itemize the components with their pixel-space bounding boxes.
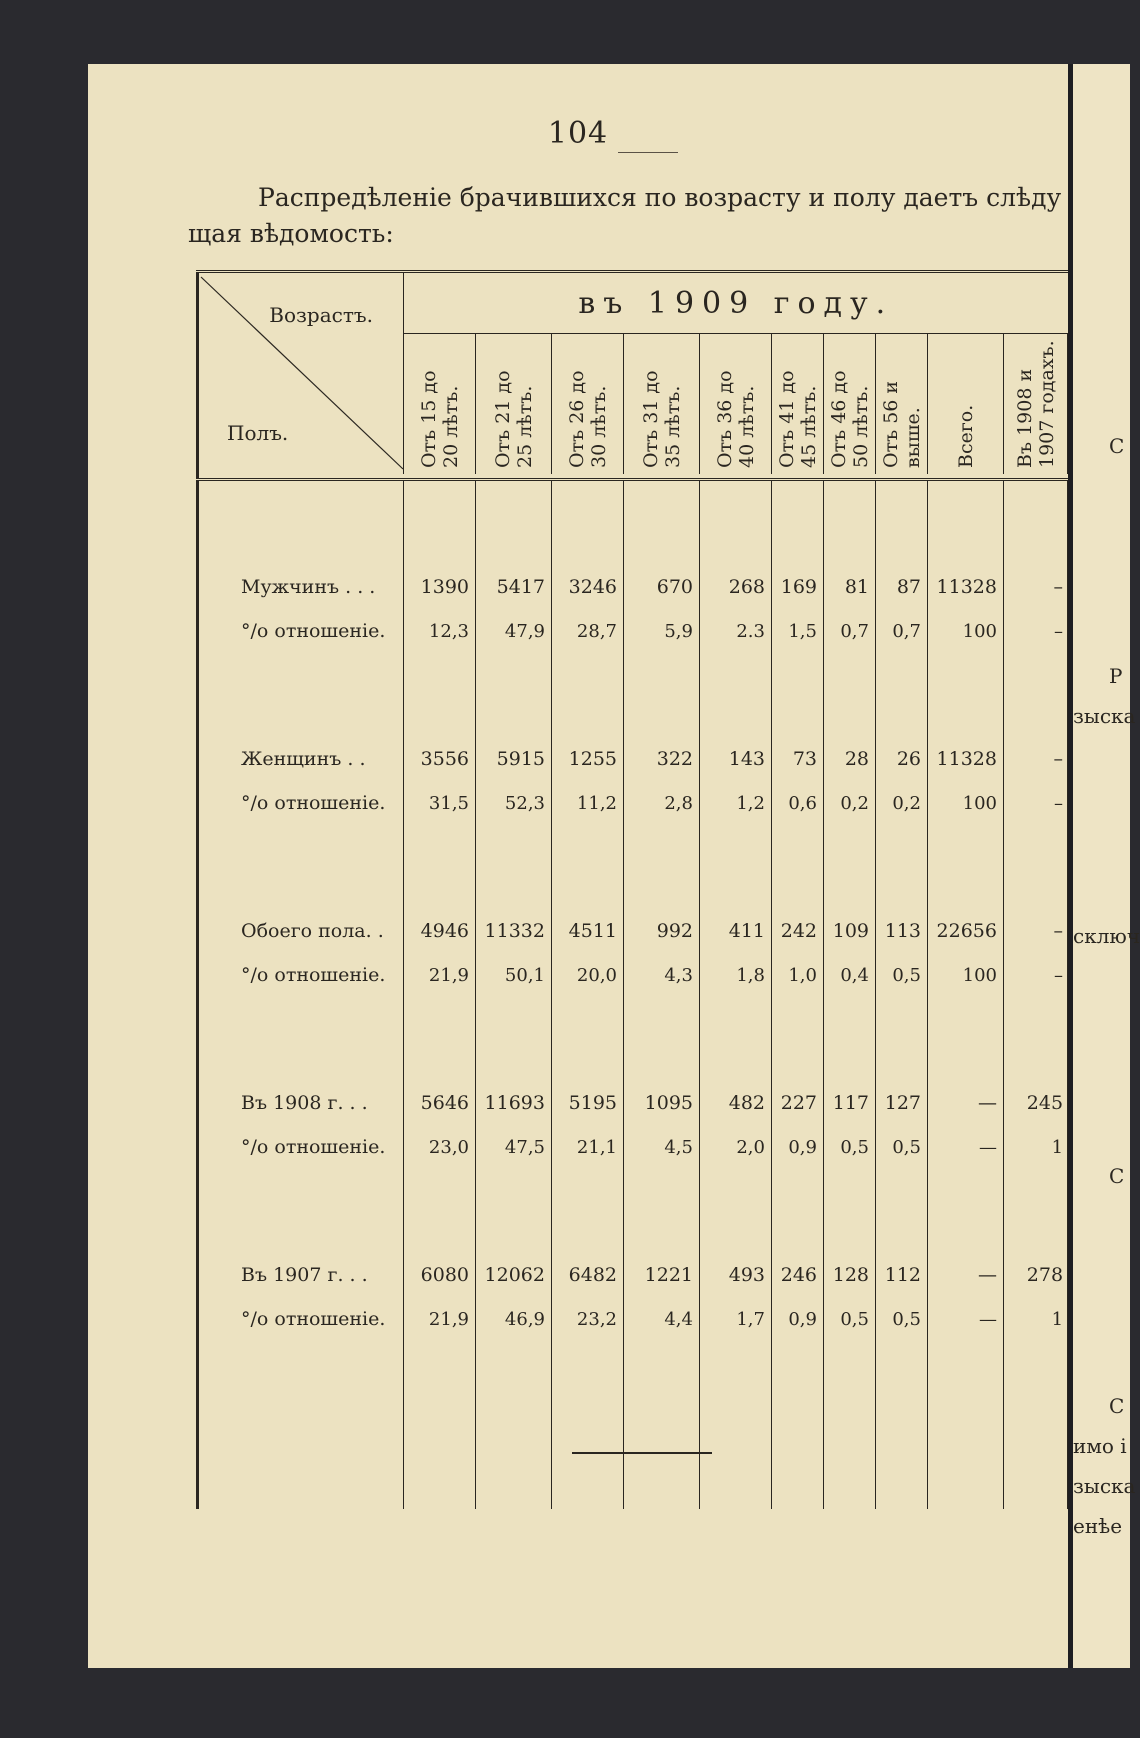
table-cell: 411: [700, 909, 772, 953]
table-cell: 0,4: [824, 953, 876, 997]
table-cell: 4,4: [624, 1297, 700, 1341]
column-header-text: Отъ 46 до 50 лѣтъ.: [827, 370, 872, 468]
table-cell: 992: [624, 909, 700, 953]
table-cell: 0,5: [876, 953, 928, 997]
table-cell: 28,7: [552, 609, 624, 653]
table-cell: 20,0: [552, 953, 624, 997]
table-cell: 268: [700, 565, 772, 609]
column-header-4: [624, 334, 700, 475]
column-header-5: [700, 334, 772, 475]
column-header-text: Отъ 21 до 25 лѣтъ.: [491, 370, 536, 468]
column-header-text: Всего.: [954, 404, 977, 468]
year-title: въ 1909 году.: [404, 272, 1068, 334]
table-cell: 73: [772, 737, 824, 781]
table-cell: 0,5: [876, 1297, 928, 1341]
column-header-3: [552, 334, 624, 475]
table-cell: 11332: [476, 909, 552, 953]
table-cell: —: [928, 1081, 1004, 1125]
intro-line-1: Распредѣленіе брачившихся по возрасту и полу даетъ слѣду: [258, 183, 1062, 212]
adjacent-page-fragment: зыска: [1073, 1474, 1136, 1498]
table-cell: 52,3: [476, 781, 552, 825]
table-cell: 0,6: [772, 781, 824, 825]
adjacent-page-fragment: С: [1109, 1164, 1125, 1188]
column-header-text: Отъ 41 до 45 лѣтъ.: [775, 370, 820, 468]
table-cell: 2,8: [624, 781, 700, 825]
table-cell: 0,9: [772, 1125, 824, 1169]
table-cell: –: [1004, 953, 1068, 997]
table-cell: 0,2: [876, 781, 928, 825]
table-cell: 169: [772, 565, 824, 609]
table-cell: 670: [624, 565, 700, 609]
table-cell: 2.3: [700, 609, 772, 653]
table-cell: —: [928, 1253, 1004, 1297]
age-label: Возрастъ.: [269, 303, 373, 327]
table-cell: 4946: [404, 909, 476, 953]
row-label: Въ 1907 г. . .: [198, 1253, 404, 1297]
table-cell: 50,1: [476, 953, 552, 997]
adjacent-page-fragment: сключ: [1073, 924, 1140, 948]
adjacent-page-fragment: С: [1109, 1394, 1125, 1418]
adjacent-page-fragment: зыска: [1073, 704, 1136, 728]
table-cell: 87: [876, 565, 928, 609]
table-cell: 1,2: [700, 781, 772, 825]
table-cell: 1,8: [700, 953, 772, 997]
column-header-9: [928, 334, 1004, 475]
table-cell: 100: [928, 609, 1004, 653]
table-cell: 143: [700, 737, 772, 781]
book-page: [88, 64, 1068, 1668]
table-row: [198, 737, 1068, 781]
table-cell: 1: [1004, 1125, 1068, 1169]
table-cell: 0,7: [824, 609, 876, 653]
column-header-text: Отъ 26 до 30 лѣтъ.: [565, 370, 610, 468]
table-cell: 11,2: [552, 781, 624, 825]
table-cell: 0,5: [876, 1125, 928, 1169]
table-cell: 26: [876, 737, 928, 781]
adjacent-page-edge: [1068, 64, 1140, 1668]
adjacent-page-fragment: Р: [1109, 664, 1123, 688]
table-cell: 127: [876, 1081, 928, 1125]
table-cell: 1,5: [772, 609, 824, 653]
row-label: °/о отношеніе.: [198, 781, 404, 825]
table-row: [198, 609, 1068, 653]
table-cell: 11693: [476, 1081, 552, 1125]
table-cell: 12,3: [404, 609, 476, 653]
table-cell: 23,2: [552, 1297, 624, 1341]
table-cell: –: [1004, 609, 1068, 653]
table-cell: 0,9: [772, 1297, 824, 1341]
table-cell: 28: [824, 737, 876, 781]
adjacent-page-fragment: имо і: [1073, 1434, 1127, 1458]
column-header-text: Отъ 31 до 35 лѣтъ.: [639, 370, 684, 468]
table-cell: 0,2: [824, 781, 876, 825]
table-cell: 0,5: [824, 1297, 876, 1341]
table-cell: 100: [928, 953, 1004, 997]
row-label: Женщинъ . .: [198, 737, 404, 781]
closing-rule: [572, 1452, 712, 1454]
table-cell: 5,9: [624, 609, 700, 653]
table-cell: 4511: [552, 909, 624, 953]
table-row: [198, 1253, 1068, 1297]
row-label: °/о отношеніе.: [198, 609, 404, 653]
table-cell: —: [928, 1125, 1004, 1169]
table-cell: 0,7: [876, 609, 928, 653]
row-label: °/о отношеніе.: [198, 1125, 404, 1169]
column-header-6: [772, 334, 824, 475]
row-label: °/о отношеніе.: [198, 1297, 404, 1341]
table-cell: 3556: [404, 737, 476, 781]
table-cell: –: [1004, 909, 1068, 953]
column-header-10: [1004, 334, 1068, 475]
table-cell: 6080: [404, 1253, 476, 1297]
table-cell: —: [928, 1297, 1004, 1341]
table-cell: 47,5: [476, 1125, 552, 1169]
table-cell: 1221: [624, 1253, 700, 1297]
column-header-text: Отъ 15 до 20 лѣтъ.: [417, 370, 462, 468]
table-cell: 227: [772, 1081, 824, 1125]
table-cell: 2,0: [700, 1125, 772, 1169]
table-cell: 112: [876, 1253, 928, 1297]
table-corner-header: [198, 272, 404, 475]
table-cell: 245: [1004, 1081, 1068, 1125]
row-label: Мужчинъ . . .: [198, 565, 404, 609]
column-header-1: [404, 334, 476, 475]
table-cell: 246: [772, 1253, 824, 1297]
table-cell: 1,7: [700, 1297, 772, 1341]
table-cell: 4,5: [624, 1125, 700, 1169]
table-cell: –: [1004, 565, 1068, 609]
intro-paragraph: [188, 180, 1062, 252]
table-cell: 81: [824, 565, 876, 609]
page-number: 104: [547, 116, 609, 151]
row-label: Обоего пола. .: [198, 909, 404, 953]
table-cell: 109: [824, 909, 876, 953]
table-row: [198, 909, 1068, 953]
table-cell: 482: [700, 1081, 772, 1125]
table-row: [198, 1081, 1068, 1125]
table-cell: 3246: [552, 565, 624, 609]
row-label: °/о отношеніе.: [198, 953, 404, 997]
table-cell: 5915: [476, 737, 552, 781]
table-cell: –: [1004, 737, 1068, 781]
table-cell: 117: [824, 1081, 876, 1125]
table-cell: 278: [1004, 1253, 1068, 1297]
table-cell: 5646: [404, 1081, 476, 1125]
column-header-text: Отъ 36 до 40 лѣтъ.: [713, 370, 758, 468]
table-cell: 242: [772, 909, 824, 953]
table-cell: 21,9: [404, 953, 476, 997]
table-row: [198, 565, 1068, 609]
table-cell: 11328: [928, 737, 1004, 781]
table-cell: 23,0: [404, 1125, 476, 1169]
table-row: [198, 781, 1068, 825]
table-cell: 493: [700, 1253, 772, 1297]
column-header-8: [876, 334, 928, 475]
table-cell: 46,9: [476, 1297, 552, 1341]
column-header-2: [476, 334, 552, 475]
table-cell: 322: [624, 737, 700, 781]
intro-line-2: щая вѣдомость:: [188, 219, 394, 248]
table-cell: 113: [876, 909, 928, 953]
marriage-age-table: [196, 270, 1068, 1509]
table-cell: 31,5: [404, 781, 476, 825]
adjacent-page-fragment: енѣе: [1073, 1514, 1123, 1538]
sex-label: Полъ.: [227, 421, 289, 445]
table-cell: 4,3: [624, 953, 700, 997]
table-cell: 1: [1004, 1297, 1068, 1341]
row-label: Въ 1908 г. . .: [198, 1081, 404, 1125]
table-cell: 1390: [404, 565, 476, 609]
table-row: [198, 953, 1068, 997]
table-cell: 22656: [928, 909, 1004, 953]
table-cell: 5417: [476, 565, 552, 609]
table-cell: 0,5: [824, 1125, 876, 1169]
table-cell: 128: [824, 1253, 876, 1297]
table-cell: 6482: [552, 1253, 624, 1297]
table-cell: 100: [928, 781, 1004, 825]
column-header-7: [824, 334, 876, 475]
table-cell: 12062: [476, 1253, 552, 1297]
table-cell: 47,9: [476, 609, 552, 653]
table-cell: 1,0: [772, 953, 824, 997]
table-cell: 1255: [552, 737, 624, 781]
table-row: [198, 1297, 1068, 1341]
table-cell: 11328: [928, 565, 1004, 609]
table-row: [198, 1125, 1068, 1169]
table-cell: 5195: [552, 1081, 624, 1125]
page-number-ornament: [618, 152, 678, 161]
table-cell: 21,1: [552, 1125, 624, 1169]
table-cell: –: [1004, 781, 1068, 825]
column-header-text: Въ 1908 и 1907 годахъ.: [1013, 340, 1058, 468]
table-cell: 21,9: [404, 1297, 476, 1341]
adjacent-page-fragment: С: [1109, 434, 1125, 458]
table-cell: 1095: [624, 1081, 700, 1125]
column-header-text: Отъ 56 и выше.: [879, 380, 924, 468]
